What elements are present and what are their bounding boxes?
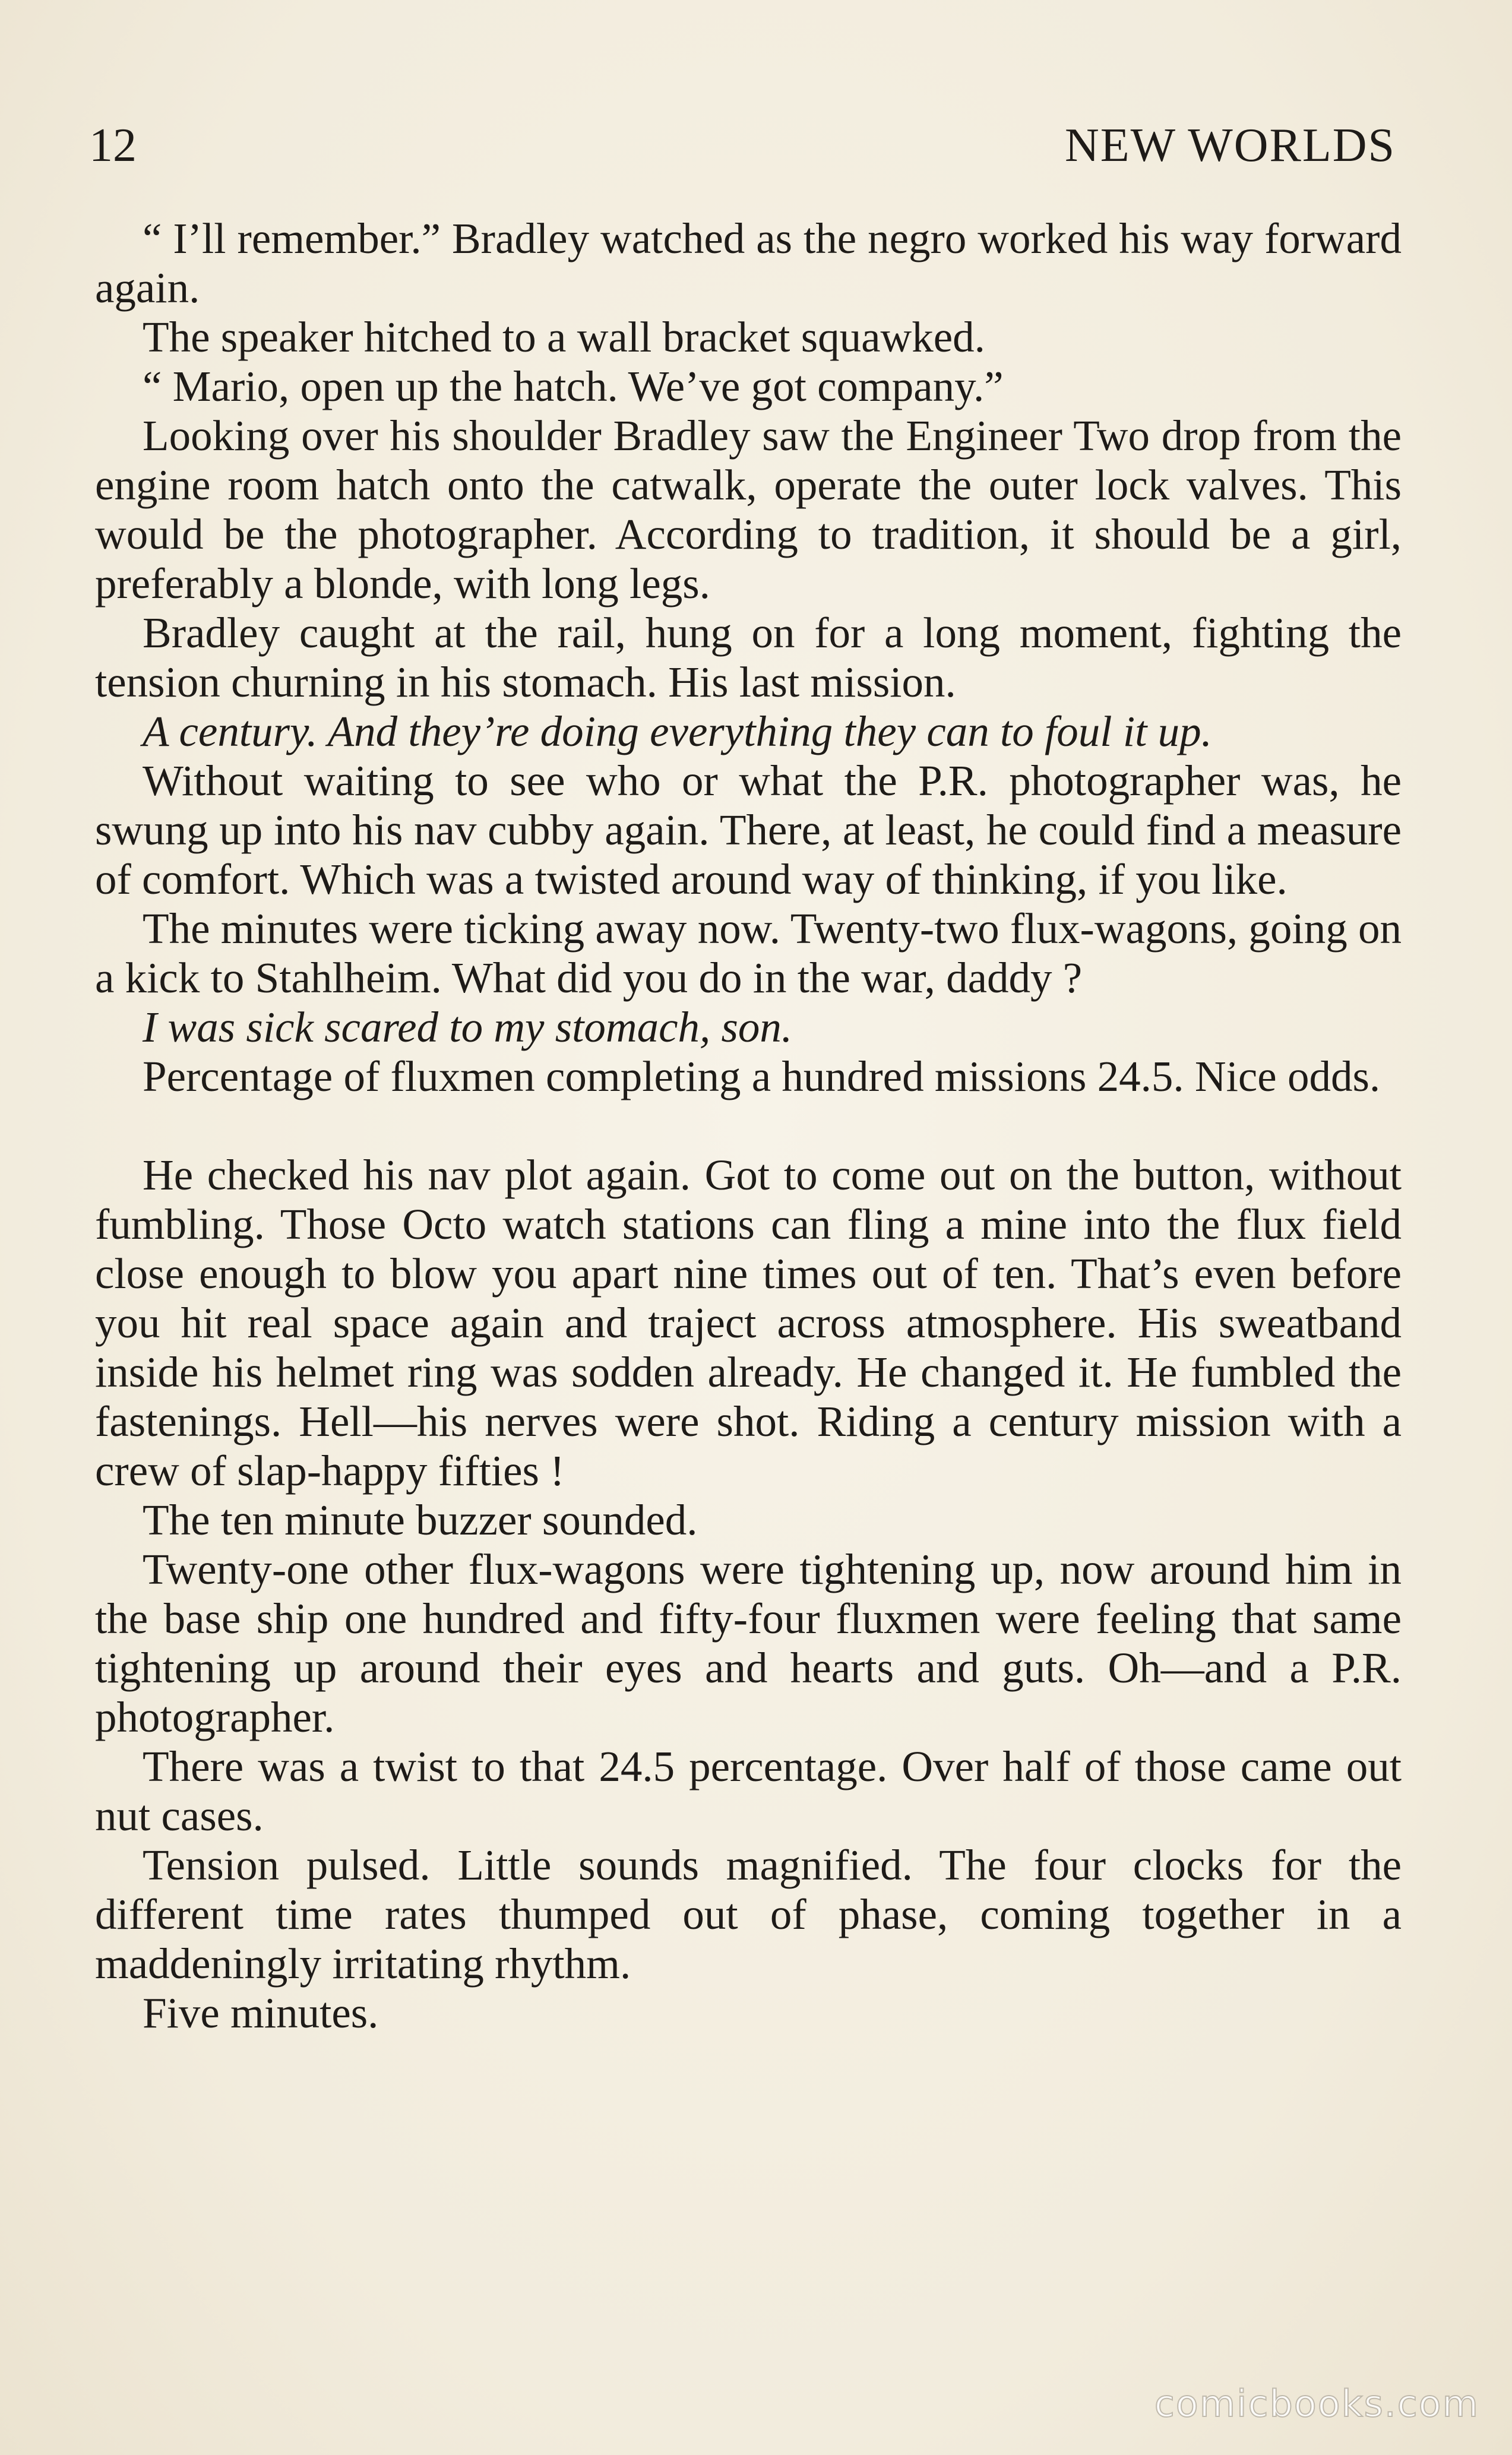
paragraph: Without waiting to see who or what the P.R. photographer was, he swung up into his nav cubby again. There, at least, he could find a measure of comfort. Which was a twisted around way of thinking, if you like. bbox=[95, 757, 1402, 903]
section-break bbox=[95, 1101, 1402, 1150]
paragraph: Bradley caught at the rail, hung on for a long moment, fighting the tension churning in his stomach. His last mission. bbox=[95, 609, 1402, 706]
paragraph: Tension pulsed. Little sounds magnified. The four clocks for the different time rates thumped out of phase, coming together in a maddeningly irritating rhythm. bbox=[95, 1841, 1402, 1988]
italic-paragraph: A century. And they’re doing everything they can to foul it up. bbox=[143, 707, 1212, 755]
watermark: comicbooks.com bbox=[1154, 2382, 1479, 2425]
running-title: NEW WORLDS bbox=[1064, 119, 1396, 172]
page-header bbox=[89, 113, 1396, 178]
paragraph: The speaker hitched to a wall bracket squawked. bbox=[143, 313, 985, 361]
paragraph: There was a twist to that 24.5 percentage. Over half of those came out nut cases. bbox=[95, 1742, 1402, 1840]
paragraph: “ I’ll remember.” Bradley watched as the negro worked his way forward again. bbox=[95, 214, 1402, 312]
page-number: 12 bbox=[89, 119, 137, 172]
paragraph: The ten minute buzzer sounded. bbox=[143, 1496, 698, 1544]
paragraph: Five minutes. bbox=[143, 1989, 379, 2037]
paragraph: He checked his nav plot again. Got to come out on the button, without fumbling. Those Octo watch stations can fling a mine into the flux field close enough to blow you apart nine times out of ten. That’s even before you hit real space again and traject across atmosphere. His sweatband inside his helmet ring was sodden already. He changed it. He fumbled the fastenings. Hell—his nerves were shot. Riding a century mission with a crew of slap-happy fifties ! bbox=[95, 1151, 1402, 1495]
italic-paragraph: I was sick scared to my stomach, son. bbox=[143, 1003, 793, 1051]
body-text bbox=[95, 214, 1402, 2038]
paragraph: Twenty-one other flux-wagons were tightening up, now around him in the base ship one hundred and fifty-four fluxmen were feeling that same tightening up around their eyes and hearts and guts. Oh—and a P.R. photographer. bbox=[95, 1545, 1402, 1741]
paragraph: Looking over his shoulder Bradley saw the Engineer Two drop from the engine room hatch onto the catwalk, operate the outer lock valves. This would be the photographer. According to tradition, it should be a girl, preferably a blonde, with long legs. bbox=[95, 412, 1402, 608]
paragraph: The minutes were ticking away now. Twenty-two flux-wagons, going on a kick to Stahlheim. What did you do in the war, daddy ? bbox=[95, 904, 1402, 1002]
paragraph: “ Mario, open up the hatch. We’ve got company.” bbox=[143, 362, 1004, 410]
paragraph: Percentage of fluxmen completing a hundred missions 24.5. Nice odds. bbox=[143, 1052, 1381, 1100]
